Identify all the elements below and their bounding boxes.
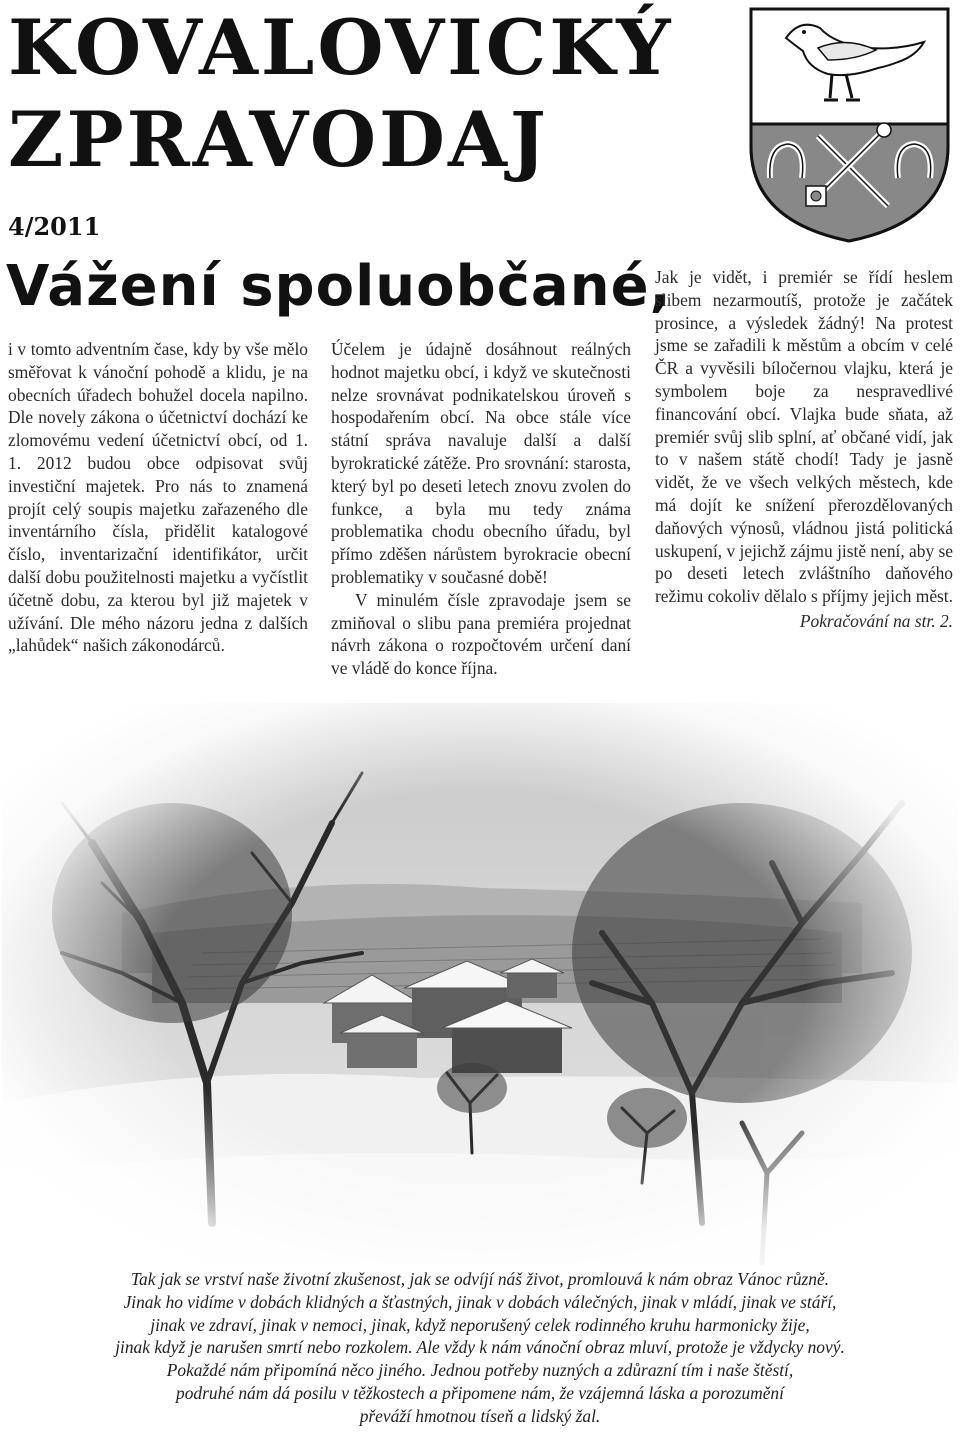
masthead-line-1: KOVALOVICKÝ bbox=[8, 3, 674, 92]
article-column-3 bbox=[655, 266, 953, 633]
continued-note: Pokračování na str. 2. bbox=[799, 610, 953, 631]
headline: Vážení spoluobčané, bbox=[6, 254, 672, 319]
column-2-paragraph-2: V minulém čísle zpravodaje jsem se zmiňoval o slibu pana premiéra projednat návrh zákona o rozpočtovém určení daní ve vládě do konce října. bbox=[331, 589, 631, 679]
column-2-paragraph-1: Účelem je údajně dosáhnout reálných hodnot majetku obcí, i když ve skutečnosti nelze srovnávat podnikatelskou úroveň s hospodařením obcí. Na obce stále více státní správa navaluje další a další byrokratické zátěže. Pro srovnání: starosta, který byl po deseti letech znovu zvolen do funkce, a byla mu tedy známa problematika chodu obecního úřadu, byl přímo zděšen nárůstem byrokracie obecní problematiky v současné době! bbox=[331, 339, 631, 587]
caption-line: podruhé nám dá posilu v těžkostech a připomene nám, že vzájemná láska a porozumění bbox=[176, 1382, 784, 1403]
column-1-text: i v tomto adventním čase, kdy by vše mělo směřovat k vánoční pohodě a klidu, je na obecních úřadech bohužel docela napilno. Dle novely zákona o účetnictví dochází ke zlomovému vedení účetnictví obcí, od 1. 1. 2012 budou obce odpisovat svůj investiční majetek. Pro nás to znamená projít celý soupis majetku zařazeného dle inventárního čísla, přidělit katalogové číslo, inventarizační identifikátor, určit další dobu použitelnosti majetku a vyčístlit účetně dobu, za kterou byl již majetek v užívání. Dle mého názoru jedna z dalších „lahůdek“ našich zákonodárců. bbox=[8, 339, 308, 656]
photo-caption bbox=[10, 1268, 950, 1428]
article-column-2 bbox=[331, 338, 631, 680]
column-3-text: Jak je vidět, i premiér se řídí heslem slibem nezarmoutíš, protože je začátek prosince, a výsledek žádný! Na protest jsme se zařadili k městům a obcím v celé ČR a vyvěsili bíločernou vlajku, která je symbolem boje za nespravedlivé financování obcí. Vlajka bude sňata, až premiér svůj slib splní, ať občané vidí, jak to v našem státě chodí! Tady je jasně vidět, že ve všech velkých městech, kde má dojít ke snížení přerozdělovaných daňových výnosů, vládnou jistá politická uskupení, v jejichž zájmu jistě není, aby se po deseti letech zvláštního daňového režimu cokoliv dělalo s příjmy jejich měst. bbox=[655, 267, 953, 607]
issue-number: 4/2011 bbox=[8, 212, 101, 241]
winter-village-photo bbox=[2, 703, 958, 1265]
caption-line: Pokaždé nám připomíná něco jiného. Jednou potřeby nuzných a zdůrazní tím i naše štěstí, bbox=[166, 1360, 794, 1381]
caption-line: jinak když je narušen smrtí nebo rozkolem. Ale vždy k nám vánoční obraz mluví, protože je vždycky nový. bbox=[115, 1337, 845, 1358]
caption-line: Jinak ho vidíme v dobách klidných a šťastných, jinak v dobách válečných, jinak v mládí, jinak ve stáří, bbox=[123, 1291, 837, 1312]
coat-of-arms-icon bbox=[748, 6, 951, 244]
caption-line: jinak ve zdraví, jinak v nemoci, jinak, když neporušený celek rodinného kruhu harmonicky žije, bbox=[150, 1314, 810, 1335]
caption-line: Tak jak se vrství naše životní zkušenost, jak se odvíjí náš život, promlouvá k nám obraz Vánoc různě. bbox=[130, 1269, 830, 1289]
caption-line: převáží hmotnou tíseň a lidský žal. bbox=[359, 1405, 601, 1426]
masthead-line-2: ZPRAVODAJ bbox=[8, 95, 549, 184]
article-column-1 bbox=[8, 338, 308, 657]
